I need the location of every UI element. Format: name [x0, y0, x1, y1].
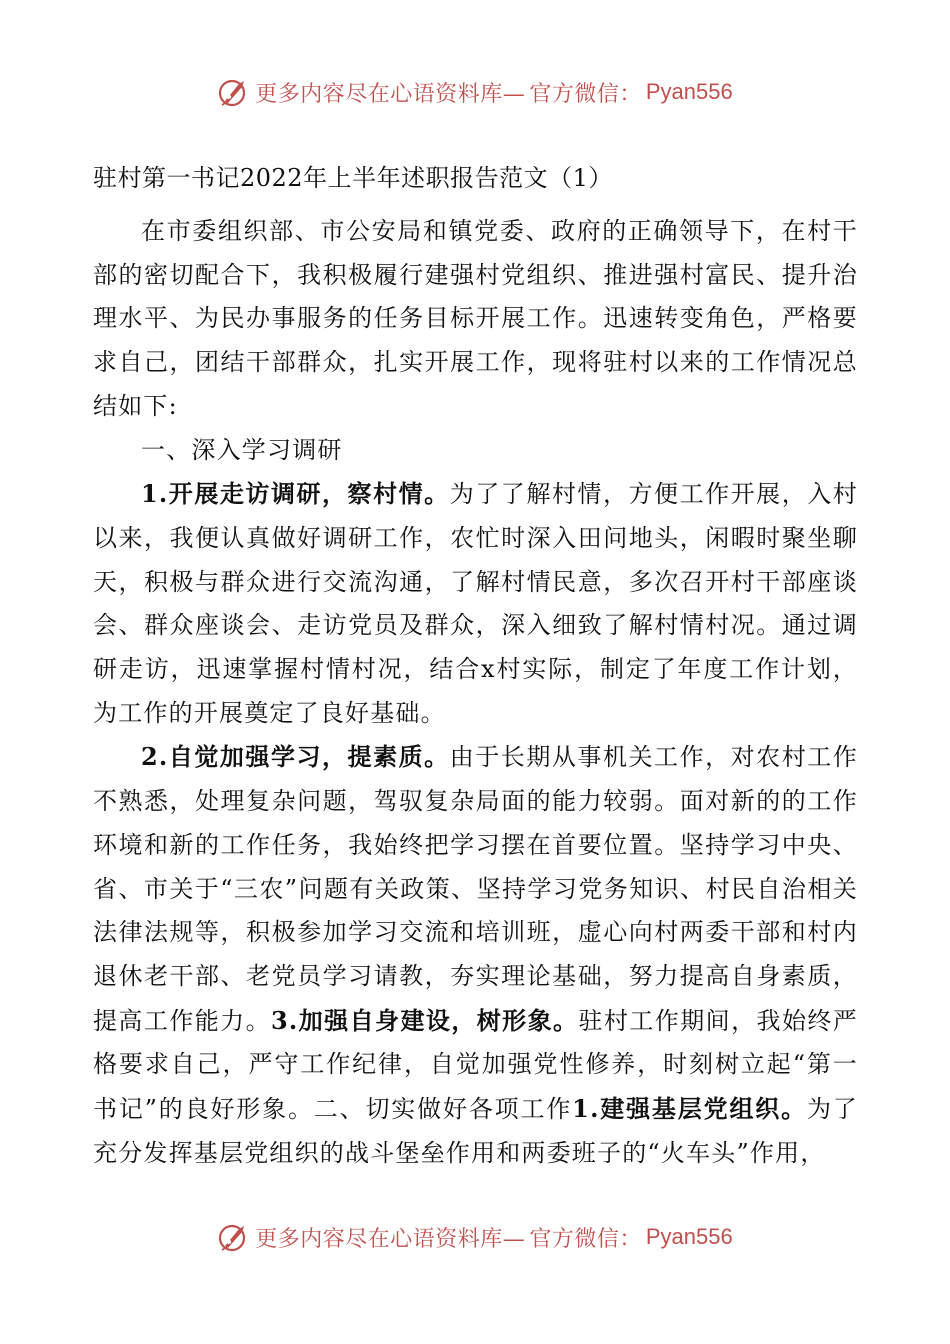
item-body-3: 驻村工作期间，我始终严格要求自己，严守工作纪律，自觉加强党性修养，时刻树立起“第一书记”的良好形象。	[93, 1006, 859, 1124]
document-body	[93, 210, 858, 1175]
banner-site-text: 更多内容尽在心语资料库—	[255, 81, 526, 107]
header-watermark-banner	[0, 70, 950, 114]
item-body-2: 由于长期从事机关工作，对农村工作不熟悉，处理复杂问题，驾驭复杂局面的能力较弱。面对新的的工作环境和新的工作任务，我始终把学习摆在首要位置。坚持学习中央、省、市关于“三农”问题有关政策、坚持学习党务知识、村民自治相关法律法规等，积极参加学习交流和培训班，虚心向村两委干部和村内退休老干部、老党员学习请教，夯实理论基础，努力提高自身素质，提高工作能力。	[93, 743, 858, 1035]
pen-nib-circle-logo	[217, 1220, 251, 1254]
banner-wechat-label: 官方微信：	[529, 1226, 642, 1252]
section-heading-1: 一、深入学习调研	[141, 435, 343, 464]
footer-watermark-banner	[0, 1215, 950, 1259]
item-body-1: 为了了解村情，方便工作开展，入村以来，我便认真做好调研工作，农忙时深入田问地头，闲暇时聚坐聊天，积极与群众进行交流沟通，了解村情民意，多次召开村干部座谈会、群众座谈会、走访党员及群众，深入细致了解村情村况。通过调研走访，迅速掌握村情村况，结合x村实际，制定了年度工作计划，为工作的开展奠定了良好基础。	[93, 480, 858, 727]
item-body-4: 为了充分发挥基层党组织的战斗堡垒作用和两委班子的“火车头”作用，	[93, 1095, 858, 1167]
item-heading-4: 1.建强基层党组织。	[572, 1094, 807, 1124]
banner-wechat-id: Pyan556	[645, 1224, 733, 1249]
paragraph-item-1	[93, 472, 858, 735]
item-heading-3: 3.加强自身建设，树形象。	[271, 1005, 579, 1035]
pen-nib-circle-logo	[217, 75, 251, 109]
paragraph-item-2	[93, 735, 858, 1175]
banner-wechat-label: 官方微信：	[529, 81, 642, 107]
banner-site-text: 更多内容尽在心语资料库—	[255, 1226, 526, 1252]
banner-wechat-id: Pyan556	[645, 79, 733, 104]
item-heading-2: 2.自觉加强学习，提素质。	[141, 742, 450, 772]
item-heading-1: 1.开展走访调研，察村情。	[141, 479, 450, 509]
document-title: 驻村第一书记2022年上半年述职报告范文（1）	[93, 164, 613, 192]
section-heading-2: 二、切实做好各项工作	[313, 1095, 573, 1124]
intro-paragraph: 在市委组织部、市公安局和镇党委、政府的正确领导下，在村干部的密切配合下，我积极履行建强村党组织、推进强村富民、提升治理水平、为民办事服务的任务目标开展工作。迅速转变角色，严格要求自己，团结干部群众，扎实开展工作，现将驻村以来的工作情况总结如下:	[93, 217, 858, 420]
